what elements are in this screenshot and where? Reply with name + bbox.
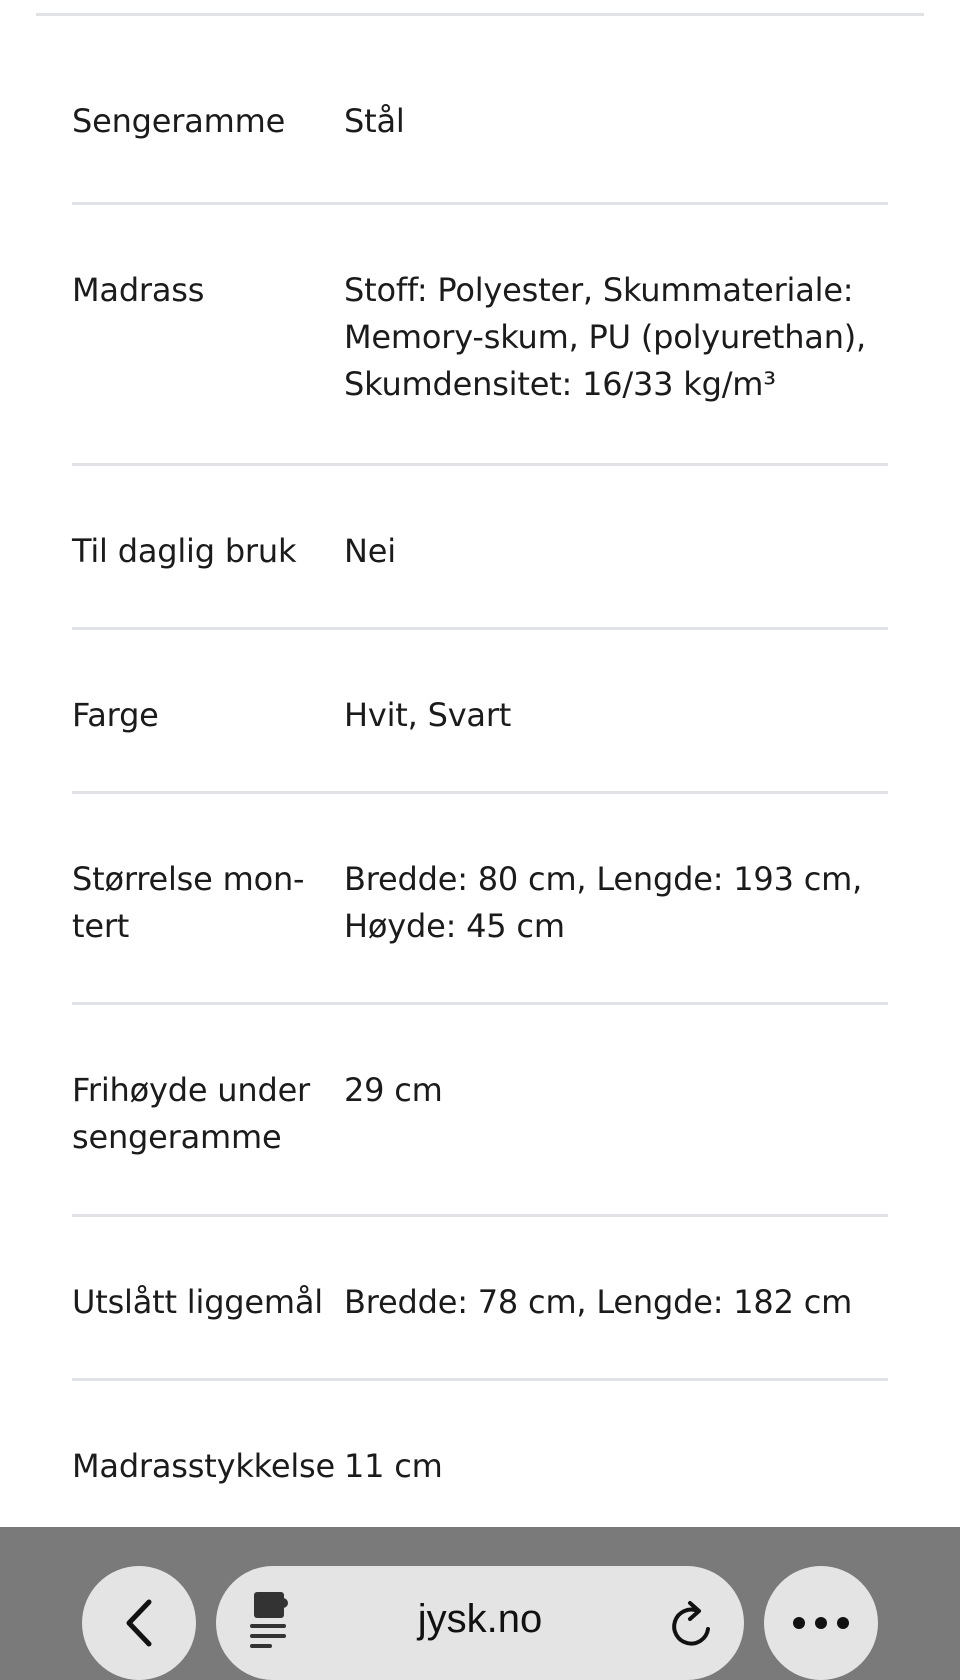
spec-label: Sengeramme xyxy=(72,102,286,140)
spec-label-line: Frihøyde under xyxy=(72,1071,311,1109)
back-button[interactable] xyxy=(82,1566,196,1680)
spec-value-line: Bredde: 78 cm, Lengde: 182 cm xyxy=(344,1283,853,1321)
url-text: jysk.no xyxy=(417,1597,543,1641)
spec-label-line: tert xyxy=(72,907,130,945)
dot xyxy=(815,1617,827,1629)
spec-value-line: Bredde: 80 cm, Lengde: 193 cm, xyxy=(344,860,863,898)
spec-value-line: Memory-skum, PU (polyurethan), xyxy=(344,318,867,356)
spec-row-liggemal xyxy=(72,1217,888,1381)
dot xyxy=(837,1617,849,1629)
spec-value xyxy=(344,692,888,739)
dot xyxy=(793,1617,805,1629)
spec-value-line: Stoff: Polyester, Skummateriale: xyxy=(344,271,854,309)
spec-value-line: Nei xyxy=(344,532,396,570)
spec-table xyxy=(72,60,888,1521)
reload-icon[interactable] xyxy=(670,1599,716,1649)
spec-label: Til daglig bruk xyxy=(72,532,297,570)
spec-row-madrass xyxy=(72,205,888,466)
divider xyxy=(36,13,924,16)
chevron-left-icon xyxy=(119,1598,159,1648)
spec-value xyxy=(344,856,888,950)
spec-label xyxy=(72,856,344,950)
spec-row-storrelse xyxy=(72,794,888,1005)
spec-value-line: Stål xyxy=(344,102,405,140)
more-dots-icon xyxy=(793,1617,849,1629)
spec-value xyxy=(344,1279,888,1326)
spec-row-frihoyde xyxy=(72,1005,888,1217)
spec-value xyxy=(344,1443,888,1490)
spec-label: Utslått liggemål xyxy=(72,1283,323,1321)
more-button[interactable] xyxy=(764,1566,878,1680)
spec-value-line: Høyde: 45 cm xyxy=(344,907,565,945)
spec-label: Farge xyxy=(72,696,159,734)
spec-value xyxy=(344,267,888,408)
spec-row-farge xyxy=(72,630,888,794)
address-bar[interactable] xyxy=(216,1566,744,1680)
spec-value-line: Skumdensitet: 16/33 kg/m³ xyxy=(344,365,776,403)
browser-toolbar xyxy=(0,1527,960,1680)
spec-label: Madrass xyxy=(72,271,205,309)
spec-label: Madrasstykkelse xyxy=(72,1447,335,1485)
spec-label xyxy=(72,1067,344,1161)
spec-value xyxy=(344,98,888,145)
spec-value xyxy=(344,528,888,575)
spec-value-line: Hvit, Svart xyxy=(344,696,512,734)
spec-value-line: 11 cm xyxy=(344,1447,443,1485)
spec-value xyxy=(344,1067,888,1114)
spec-value-line: 29 cm xyxy=(344,1071,443,1109)
spec-label-line: sengeramme xyxy=(72,1118,282,1156)
spec-row-daglig-bruk xyxy=(72,466,888,630)
spec-label-line: Størrelse mon- xyxy=(72,860,305,898)
spec-row-sengeramme xyxy=(72,60,888,205)
spec-row-madrasstykkelse xyxy=(72,1381,888,1521)
